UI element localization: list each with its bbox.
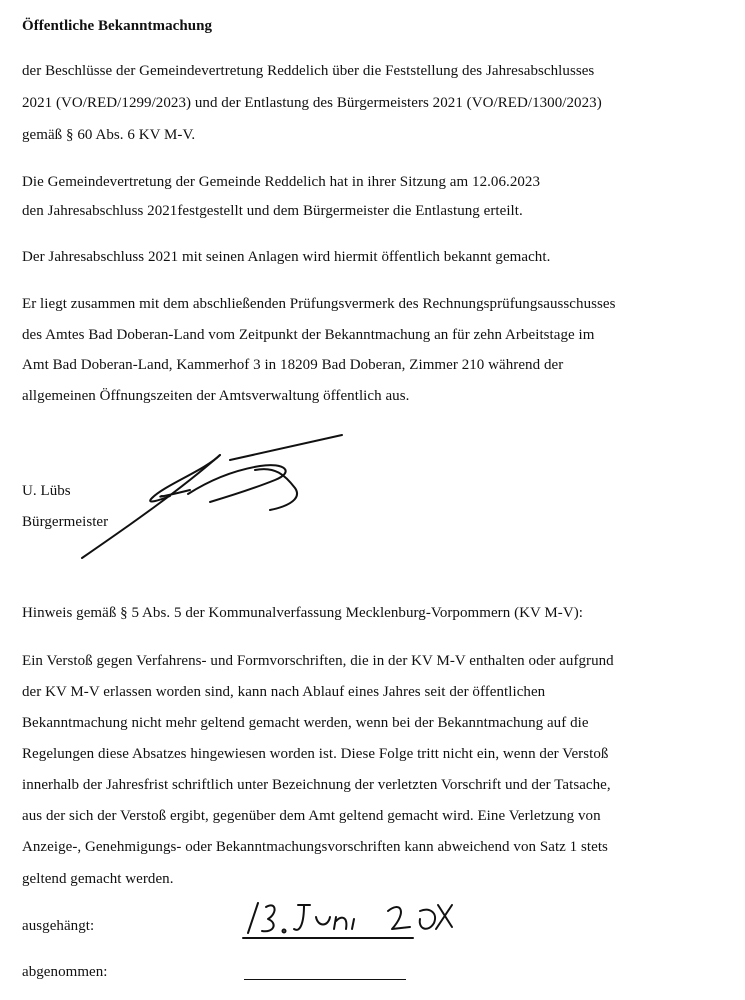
notice-line-8: geltend gemacht werden. bbox=[22, 871, 174, 887]
notice-line-3: Bekanntmachung nicht mehr geltend gemacht werden, wenn bei der Bekanntmachung auf die bbox=[22, 715, 589, 731]
notice-line-1: Ein Verstoß gegen Verfahrens- und Formvorschriften, die in der KV M-V enthalten oder aufgrund bbox=[22, 653, 614, 669]
removed-label: abgenommen: bbox=[22, 964, 108, 980]
notice-line-7: Anzeige-, Genehmigungs- oder Bekanntmachungsvorschriften kann abweichend von Satz 1 stets bbox=[22, 839, 608, 855]
inspection-line-4: allgemeinen Öffnungszeiten der Amtsverwaltung öffentlich aus. bbox=[22, 388, 410, 404]
document-title: Öffentliche Bekanntmachung bbox=[22, 18, 213, 34]
notice-line-5: innerhalb der Jahresfrist schriftlich unter Bezeichnung der verletzten Vorschrift und der Tatsache, bbox=[22, 777, 611, 793]
signatory-role: Bürgermeister bbox=[22, 514, 109, 530]
session-line-1: Die Gemeindevertretung der Gemeinde Reddelich hat in ihrer Sitzung am 12.06.2023 bbox=[22, 174, 541, 190]
session-line-2: den Jahresabschluss 2021festgestellt und dem Bürgermeister die Entlastung erteilt. bbox=[22, 203, 523, 219]
notice-line-4: Regelungen diese Absatzes hingewiesen worden ist. Diese Folge tritt nicht ein, wenn der Verstoß bbox=[22, 746, 609, 762]
intro-line-1: der Beschlüsse der Gemeindevertretung Reddelich über die Feststellung des Jahresabschlusses bbox=[22, 63, 595, 79]
posted-label: ausgehängt: bbox=[22, 918, 95, 934]
intro-line-2: 2021 (VO/RED/1299/2023) und der Entlastung des Bürgermeisters 2021 (VO/RED/1300/2023) bbox=[22, 95, 602, 111]
signatory-name: U. Lübs bbox=[22, 483, 71, 499]
notice-heading: Hinweis gemäß § 5 Abs. 5 der Kommunalverfassung Mecklenburg-Vorpommern (KV M-V): bbox=[22, 605, 583, 621]
inspection-line-2: des Amtes Bad Doberan-Land vom Zeitpunkt der Bekanntmachung an für zehn Arbeitstage im bbox=[22, 327, 595, 343]
intro-line-3: gemäß § 60 Abs. 6 KV M-V. bbox=[22, 127, 196, 143]
announcement-text: Der Jahresabschluss 2021 mit seinen Anlagen wird hiermit öffentlich bekannt gemacht. bbox=[22, 249, 551, 265]
posted-date-handwriting bbox=[238, 893, 463, 943]
mayor-signature bbox=[70, 430, 360, 565]
notice-line-2: der KV M-V erlassen worden sind, kann nach Ablauf eines Jahres seit der öffentlichen bbox=[22, 684, 546, 700]
inspection-line-3: Amt Bad Doberan-Land, Kammerhof 3 in 18209 Bad Doberan, Zimmer 210 während der bbox=[22, 357, 564, 373]
notice-line-6: aus der sich der Verstoß ergibt, gegenüber dem Amt geltend gemacht wird. Eine Verletzung von bbox=[22, 808, 601, 824]
inspection-line-1: Er liegt zusammen mit dem abschließenden Prüfungsvermerk des Rechnungsprüfungsausschusses bbox=[22, 296, 616, 312]
removed-signature-line bbox=[244, 979, 406, 980]
